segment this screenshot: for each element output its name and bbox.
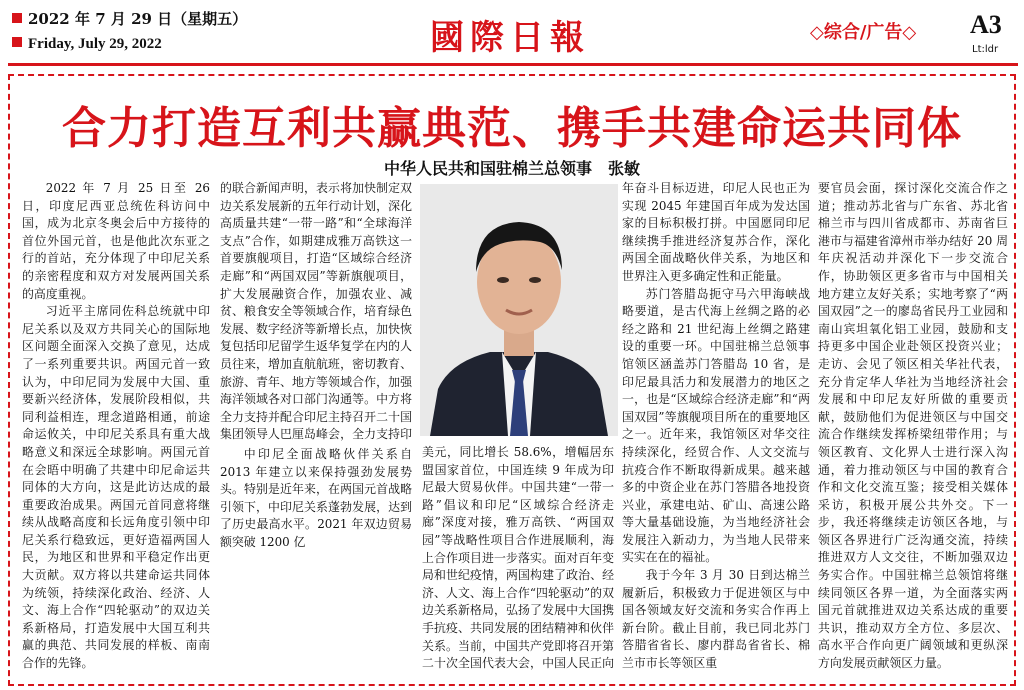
page-header — [0, 0, 1024, 66]
section-label: ◇综合/广告◇ — [810, 22, 917, 43]
date-chinese-text: 2022 年 7 月 29 日（星期五） — [28, 10, 248, 28]
article-column-2-lower — [220, 446, 412, 670]
paragraph: 中印尼全面战略伙伴关系自 2013 年建立以来保持强劲发展势头。特别是近年来，在两国元首战略引领下，中印尼关系蓬勃发展，达到了历史最高水平。2021 年双边贸易额突破 1200 亿 — [220, 447, 412, 549]
editor-code: Lt:ldr — [972, 44, 999, 55]
header-rule — [8, 63, 1018, 66]
red-square-icon — [12, 37, 22, 47]
newspaper-masthead: 國際日報 — [430, 18, 590, 58]
paragraph: 我于今年 3 月 30 日到达棉兰履新后，积极致力于促进领区与中国各领域友好交流和务实合作再上新台阶。截止目前，我已同北苏门答腊省省长、廖内群岛省省长、棉兰市市长等领区重 — [622, 568, 810, 670]
article-column-1 — [22, 180, 210, 670]
red-square-icon — [12, 13, 22, 23]
date-english-text: Friday, July 29, 2022 — [28, 36, 162, 52]
paragraph: 年奋斗目标迈进，印尼人民也正为实现 2045 年建国百年成为发达国家的目标积极打拼。中国愿同印尼继续携手推进经济复苏合作，深化两国全面战略伙伴关系，为地区和世界注入更多确定性和正能量。 — [622, 181, 810, 283]
paragraph: 习近平主席同佐科总统就中印尼关系以及双方共同关心的国际地区问题全面深入交换了意见，达成了一系列重要共识。两国元首一致认为，中印尼同为发展中大国、重要新兴经济体，发展阶段相似，共同利益相连，理念道路相通，前途命运攸关，中印尼关系具有重大战略意义和深远全球影响。两国元首在会晤中明确了共建中印尼命运共同体的大方向，这是此访达成的最重要政治成果。两国元首同意将继续从战略高度和长远角度引领中印尼关系行稳致远，更好造福两国人民，为地区和世界和平稳定作出更大贡献。双方将以共建命运共同体为统领，持续深化政治、经济、人文、海上合作“四轮驱动”的双边关系新格局，打造发展中大国互利共赢的典范、共同发展的样板、南南合作的先锋。 — [22, 304, 210, 670]
article-column-3: 美元，同比增长 58.6%，增幅居东盟国家首位，中国连续 9 年成为印尼最大贸易伙伴。中国共建“一带一路”倡议和印尼“区域综合经济走廊”深度对接，雅万高铁、“两国双园”等战略性项目合作进展顺利，海上合作项目进一步落实。面对百年变局和世纪疫情，两国构建了政治、经济、人文、海上合作“四轮驱动”的双边关系新格局，弘扬了发展中大国携手抗疫、共同发展的团结精神和伙伴关系。当前，中国共产党即将召开第二十次全国代表大会，中国人民正向 — [422, 445, 614, 670]
article-headline: 合力打造互利共赢典范、携手共建命运共同体 — [62, 103, 962, 154]
article-column-2: 的联合新闻声明，表示将加快制定双边关系发展新的五年行动计划，深化高质量共建“一带一路”和“全球海洋支点”合作，如期建成雅万高铁这一首要旗舰项目，打造“区域综合经济走廊”和“两国双园”等新旗舰项目，扩大发展融资合作，加强农业、减贫、粮食安全等领域合作，培育绿色发展、数字经济等新增长点，加快恢复包括印尼留学生返华复学在内的人员往来，增加直航航班，密切教育、旅游、青年、地方等领域合作，加强海洋领域各对口部门沟通等。中方将全力支持并配合印尼主持召开二十国集团领导人巴厘岛峰会，全力支持印 — [220, 181, 412, 442]
consul-general-portrait — [420, 184, 618, 436]
paragraph: 苏门答腊岛扼守马六甲海峡战略要道，是古代海上丝绸之路的必经之路和 21 世纪海上丝绸之路建设的重要一环。中国驻棉兰总领事馆领区涵盖苏门答腊岛 10 省，是印尼最具活力和发展潜力的地区之一，也是“区域综合经济走廊”和“两国双园”等旗舰项目所在的重要地区之一。近年来，我馆领区对华交往持续深化，经贸合作、人文交流与抗疫合作不断取得新成果。越来越多的中资企业在苏门答腊各地投资兴业，承建电站、矿山、高速公路等大量基础设施，为当地经济社会发展注入新动力，为当地人民带来实实在在的福祉。 — [622, 286, 810, 565]
date-chinese — [12, 8, 247, 29]
paragraph: 2022 年 7 月 25 日至 26 日，印度尼西亚总统佐科访问中国，成为北京冬奥会后中方接待的首位外国元首，也是他此次东亚之行的首站，充分体现了中印尼关系的亲密程度和双方对发展两国关系的高度重视。 — [22, 181, 210, 301]
article-byline: 中华人民共和国驻棉兰总领事 张敏 — [383, 159, 640, 178]
article-column-5: 要官员会面，探讨深化交流合作之道；推动苏北省与广东省、苏北省棉兰市与四川省成都市、苏南省巨港市与福建省漳州市举办结好 20 周年庆祝活动并深化下一步交流合作，协助领区更多省市与中国相关地方建立友好关系；实地考察了“两国双园”之一的廖岛省民丹工业园和南山宾坦氧化铝工业园，鼓励和支持更多中国企业赴领区投资兴业；走访、会见了领区相关华社代表，充分肯定华人华社为当地经济社会发展和中印尼友好所做的重要贡献，鼓励他们为促进领区与中国交流合作继续发挥桥梁纽带作用；与领区教育、文化界人士进行深入沟通，着力推动领区与中国的教育合作和文化交流互鉴；接受相关媒体采访，积极开展公共外交。下一步，我还将继续走访领区各地，与领区各界进行广泛沟通交流，持续推进双方人文交往，不断加强双边务实合作。中国驻棉兰总领馆将继续同领区各界一道，为全面落实两国元首就推进双边关系达成的重要共识，推动双方全方位、多层次、高水平合作向更广阔领域和更纵深方向发展贡献领区力量。 — [818, 181, 1008, 670]
portrait-image — [420, 184, 618, 436]
page-number: A3 — [970, 10, 1002, 39]
date-english — [12, 36, 162, 53]
article-column-4 — [622, 180, 810, 670]
